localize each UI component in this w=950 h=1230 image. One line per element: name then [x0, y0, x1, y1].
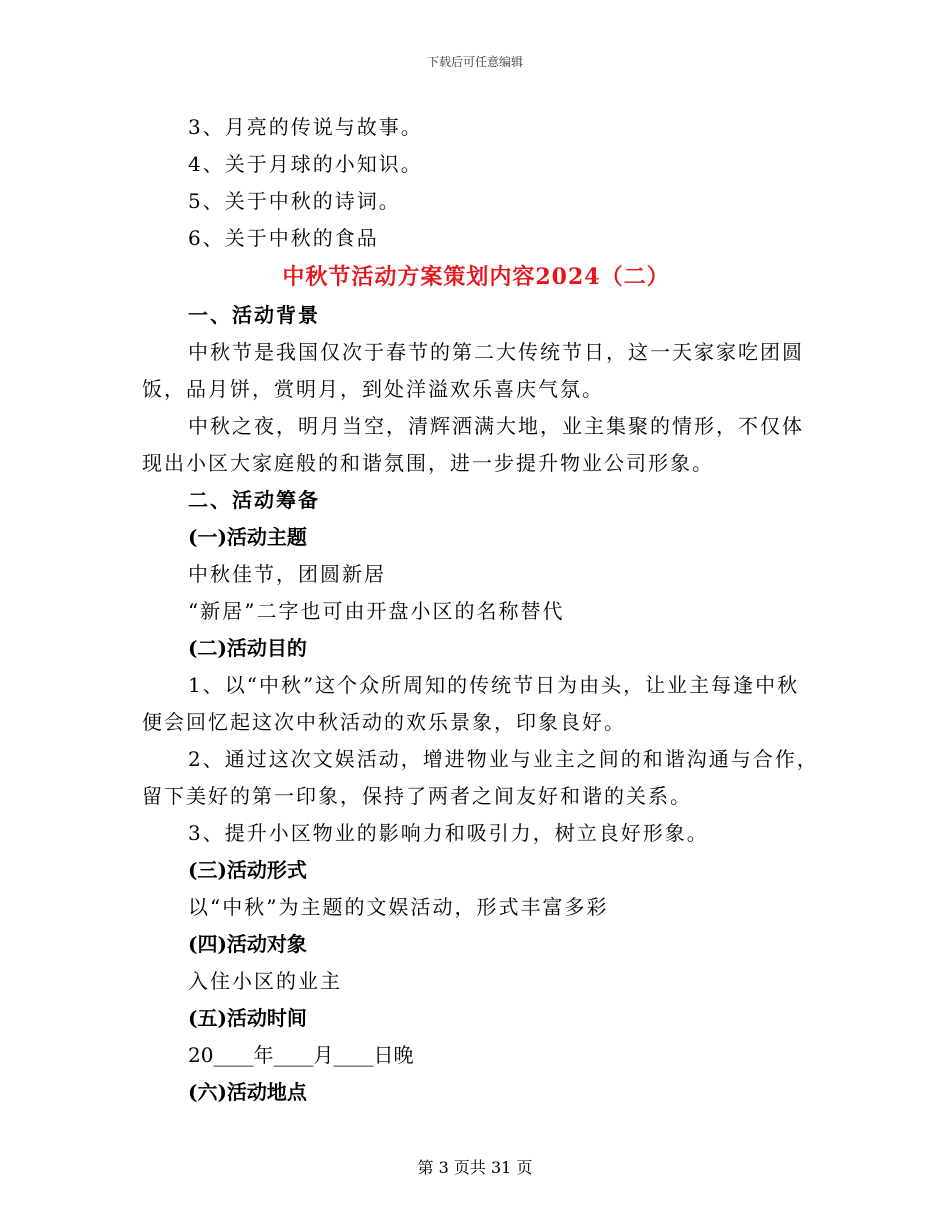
paragraph-line: 中秋节是我国仅次于春节的第二大传统节日，这一天家家吃团圆 [188, 340, 804, 364]
paragraph-line: 中秋佳节，团圆新居 [188, 562, 386, 586]
subheading-purpose: (二)活动目的 [188, 636, 307, 660]
page-header: 下载后可任意编辑 [426, 55, 523, 69]
heading-background: 一、活动背景 [188, 303, 320, 327]
list-item: 4、关于月球的小知识。 [188, 152, 423, 176]
subheading-time: (五)活动时间 [188, 1006, 307, 1030]
subheading-theme: (一)活动主题 [188, 525, 307, 549]
paragraph-line: 留下美好的第一印象，保持了两者之间友好和谐的关系。 [142, 784, 692, 808]
paragraph-line: 中秋之夜，明月当空，清辉洒满大地，业主集聚的情形，不仅体 [188, 414, 804, 438]
subheading-audience: (四)活动对象 [188, 932, 307, 956]
section-title: 中秋节活动方案策划内容2024（二） [282, 264, 670, 290]
document-body [142, 109, 819, 1111]
heading-preparation: 二、活动筹备 [188, 488, 320, 512]
paragraph-line: 2、通过这次文娱活动，增进物业与业主之间的和谐沟通与合作， [188, 747, 819, 771]
paragraph-line: 20____年____月____日晚 [188, 1043, 414, 1067]
paragraph-line: 饭，品月饼，赏明月，到处洋溢欢乐喜庆气氛。 [142, 377, 604, 401]
paragraph-line: 入住小区的业主 [188, 969, 342, 993]
page-footer: 第 3 页共 31 页 [417, 1158, 533, 1177]
list-item: 3、月亮的传说与故事。 [188, 115, 423, 139]
paragraph-line: 现出小区大家庭般的和谐氛围，进一步提升物业公司形象。 [142, 451, 714, 475]
list-item: 6、关于中秋的食品 [188, 226, 379, 250]
paragraph-line: “新居”二字也可由开盘小区的名称替代 [188, 599, 565, 623]
list-item: 5、关于中秋的诗词。 [188, 189, 401, 213]
paragraph-line: 以“中秋”为主题的文娱活动，形式丰富多彩 [188, 895, 609, 919]
paragraph-line: 1、以“中秋”这个众所周知的传统节日为由头，让业主每逢中秋 [188, 673, 800, 697]
subheading-format: (三)活动形式 [188, 858, 307, 882]
subheading-location: (六)活动地点 [188, 1080, 307, 1104]
paragraph-line: 3、提升小区物业的影响力和吸引力，树立良好形象。 [188, 821, 709, 845]
paragraph-line: 便会回忆起这次中秋活动的欢乐景象，印象良好。 [142, 710, 626, 734]
